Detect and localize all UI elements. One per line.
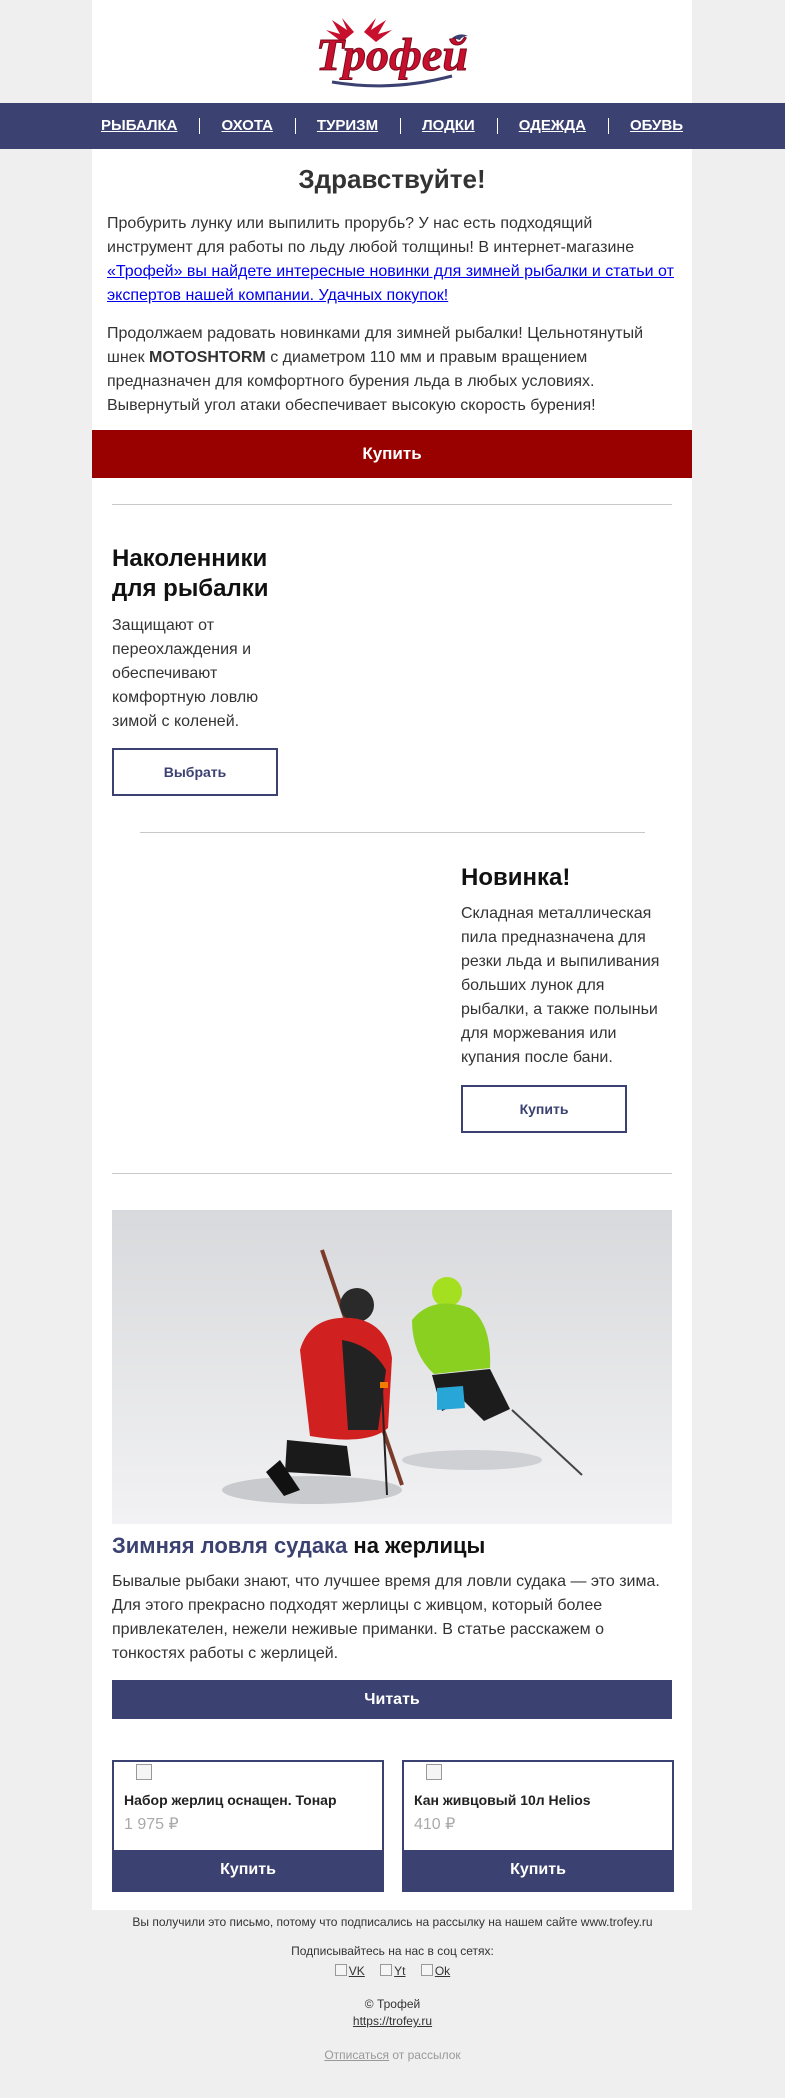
- kneepads-title: Наколенники для рыбалки: [112, 545, 269, 602]
- site-link[interactable]: https://trofey.ru: [352, 2014, 433, 2028]
- unsubscribe-line: [0, 2048, 785, 2062]
- subscription-notice: Вы получили это письмо, потому что подписались на рассылку на нашем сайте www.trofey.ru: [132, 1915, 653, 1929]
- copyright: © Трофей: [364, 1997, 421, 2011]
- unsubscribe-link[interactable]: Отписаться: [324, 2048, 390, 2062]
- buy-product-button[interactable]: Купить: [404, 1850, 672, 1890]
- article-title-highlight[interactable]: Зимняя ловля судака: [112, 1533, 348, 1558]
- nav-item[interactable]: ОДЕЖДА: [497, 103, 608, 149]
- divider: [112, 504, 672, 505]
- p2-text-after: с диаметром 110 мм и правым вращением предназначен для комфортного бурения льда в любых условиях. Вывернутый угол атаки обеспечивает высокую скорость бурения!: [107, 349, 596, 414]
- greeting-heading: Здравствуйте!: [298, 164, 486, 194]
- nav-item[interactable]: РЫБАЛКА: [101, 117, 178, 134]
- buy-saw-button[interactable]: Купить: [461, 1085, 627, 1133]
- intro-paragraph-2: [107, 322, 677, 418]
- trofey-logo[interactable]: [302, 12, 482, 92]
- youtube-icon[interactable]: Yt: [380, 1964, 405, 1978]
- product-price: 1 975 ₽: [124, 1816, 179, 1833]
- nav-item[interactable]: ОХОТА: [199, 103, 294, 149]
- product-price: 410 ₽: [414, 1816, 456, 1833]
- product-card: [402, 1760, 674, 1892]
- product-name[interactable]: Набор жерлиц оснащен. Тонар: [124, 1792, 337, 1808]
- product-image[interactable]: [136, 1764, 152, 1780]
- logo-text: Трофей: [316, 29, 468, 80]
- new-product-text: Складная металлическая пила предназначена для резки льда и выпиливания больших лунок для рыбалки, а также полыньи для моржевания или купания после бани.: [461, 905, 660, 1066]
- divider: [140, 832, 645, 833]
- article-title[interactable]: [112, 1533, 485, 1559]
- logo-area: [92, 0, 692, 103]
- nav-items: [92, 103, 692, 149]
- divider: [112, 1173, 672, 1174]
- nav-item[interactable]: ЛОДКИ: [400, 103, 497, 149]
- read-article-button[interactable]: Читать: [112, 1680, 672, 1719]
- p2-text-before: Продолжаем радовать новинками для зимней рыбалки! Цельнотянутый шнек: [107, 325, 644, 366]
- intro-paragraph-1: [107, 212, 677, 308]
- product-name[interactable]: Кан живцовый 10л Helios: [414, 1792, 591, 1808]
- ice-fishing-photo[interactable]: [112, 1210, 672, 1524]
- nav-item[interactable]: ТУРИЗМ: [295, 103, 400, 149]
- social-links: [0, 1964, 785, 1978]
- site-link-wrap: [0, 2014, 785, 2028]
- product-card: [112, 1760, 384, 1892]
- unsubscribe-text: от рассылок: [389, 2048, 461, 2062]
- main-nav: [0, 103, 785, 149]
- intro-text: Пробурить лунку или выпилить прорубь? У нас есть подходящий инструмент для работы по льду любой толщины! В интернет-магазине: [107, 215, 635, 256]
- new-product-title: Новинка!: [461, 864, 571, 891]
- vk-icon[interactable]: VK: [335, 1964, 365, 1978]
- store-link[interactable]: «Трофей» вы найдете интересные новинки для зимней рыбалки и статьи от экспертов нашей компании. Удачных покупок!: [107, 263, 674, 304]
- product-image[interactable]: [426, 1764, 442, 1780]
- product-name-motoshtorm: MOTOSHTORM: [149, 349, 266, 366]
- subscribe-heading: Подписывайтесь на нас в соц сетях:: [291, 1944, 494, 1958]
- kneepads-text: Защищают от переохлаждения и обеспечивают комфортную ловлю зимой с коленей.: [112, 617, 259, 730]
- article-title-rest: на жерлицы: [347, 1533, 486, 1558]
- article-text: Бывалые рыбаки знают, что лучшее время для ловли судака — это зима. Для этого прекрасно подходят жерлицы с живцом, который более привлекателен, нежели неживые приманки. В статье расскажем о тонкостях работы с жерлицей.: [112, 1573, 660, 1662]
- ok-icon[interactable]: Ok: [421, 1964, 450, 1978]
- buy-auger-button[interactable]: Купить: [92, 430, 692, 478]
- choose-kneepads-button[interactable]: Выбрать: [112, 748, 278, 796]
- buy-product-button[interactable]: Купить: [114, 1850, 382, 1890]
- nav-item[interactable]: ОБУВЬ: [608, 103, 705, 149]
